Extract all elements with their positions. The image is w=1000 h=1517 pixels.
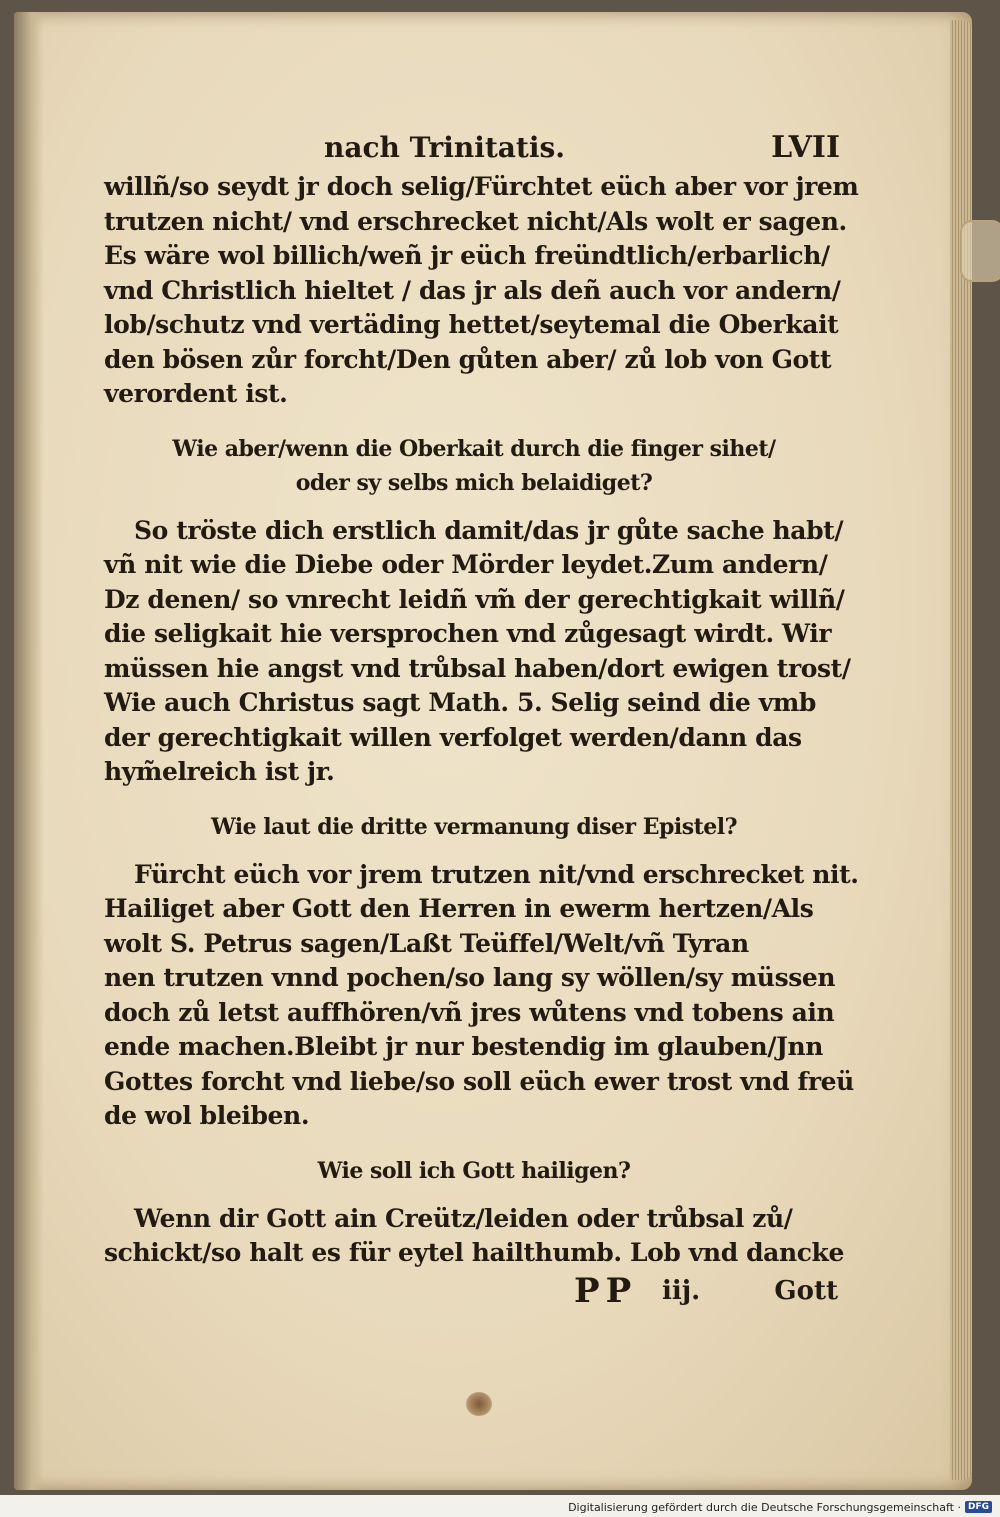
text-line: vnd Christlich hieltet / das jr als deñ auch vor andern/ <box>104 275 841 305</box>
text-line: Gottes forcht vnd liebe/so soll eüch ewer trost vnd freü <box>104 1066 854 1096</box>
text-line: Wie auch Christus sagt Math. 5. Selig seind die vmb <box>104 688 816 717</box>
text-line: den bösen zůr forcht/Den gůten aber/ zů lob von Gott <box>104 344 832 374</box>
question-line: Wie laut die dritte vermanung diser Epistel? <box>210 813 738 840</box>
text-line: Dz denen/ so vnrecht leidñ vm̃ der gerechtigkait willñ/ <box>104 584 845 614</box>
text-line: ende machen.Bleibt jr nur bestendig im glauben/Jnn <box>104 1032 824 1061</box>
paper-clip-tab <box>960 220 1000 282</box>
signature-line <box>104 1271 844 1311</box>
question-line: Wie aber/wenn die Oberkait durch die finger sihet/ <box>172 435 776 462</box>
question-heading-3 <box>104 1154 844 1188</box>
signature-mark: PP <box>574 1270 638 1311</box>
text-line: de wol bleiben. <box>104 1101 310 1130</box>
text-line: vñ nit wie die Diebe oder Mörder leydet.Zum andern/ <box>104 550 828 579</box>
catchword: Gott <box>774 1275 838 1306</box>
question-line: Wie soll ich Gott hailigen? <box>317 1157 631 1184</box>
book-page <box>14 12 972 1490</box>
paragraph-3 <box>104 858 859 1134</box>
question-heading-1 <box>104 432 844 500</box>
credit-text: Digitalisierung gefördert durch die Deutsche Forschungsgemeinschaft · <box>568 1500 961 1514</box>
question-heading-2 <box>104 810 844 844</box>
signature-number: iij. <box>662 1275 701 1306</box>
dfg-logo: DFG <box>965 1501 992 1513</box>
text-line: wolt S. Petrus sagen/Laßt Teüffel/Welt/vñ Tyran <box>104 928 749 958</box>
text-line: verordent ist. <box>104 379 288 408</box>
text-line: der gerechtigkait willen verfolget werden/dann das <box>104 722 802 752</box>
folio-number: LVII <box>771 130 840 165</box>
text-line: Fürcht eüch vor jrem trutzen nit/vnd erschrecket nit. <box>134 859 859 889</box>
text-line: müssen hie angst vnd trůbsal haben/dort ewigen trost/ <box>104 653 851 683</box>
digitization-credit <box>568 1499 992 1515</box>
text-line: die seligkait hie versprochen vnd zůgesagt wirdt. Wir <box>104 619 832 648</box>
page-text <box>104 126 859 1311</box>
book-gutter <box>14 12 44 1490</box>
text-line: lob/schutz vnd vertäding hettet/seytemal die Oberkait <box>104 310 839 339</box>
text-line: So tröste dich erstlich damit/das jr gůte sache habt/ <box>134 515 844 545</box>
text-line: Es wäre wol billich/weñ jr eüch freündtlich/erbarlich/ <box>104 241 830 270</box>
paragraph-4 <box>104 1202 844 1271</box>
text-line: nen trutzen vnnd pochen/so lang sy wöllen/sy müssen <box>104 963 836 992</box>
text-line: Hailiget aber Gott den Herren in ewerm hertzen/Als <box>104 894 814 923</box>
paragraph-2 <box>104 514 851 790</box>
text-line: Wenn dir Gott ain Creütz/leiden oder trůbsal zů/ <box>134 1203 793 1233</box>
question-line: oder sy selbs mich belaidiget? <box>295 469 653 496</box>
text-line: trutzen nicht/ vnd erschrecket nicht/Als wolt er sagen. <box>104 206 847 236</box>
text-line: hym̃elreich ist jr. <box>104 757 335 786</box>
running-header <box>104 126 844 170</box>
paragraph-1 <box>104 170 859 412</box>
running-title: nach Trinitatis. <box>324 131 565 164</box>
ink-stain <box>466 1392 492 1416</box>
text-line: willñ/so seydt jr doch selig/Fürchtet eüch aber vor jrem <box>104 172 859 201</box>
text-line: doch zů letst auffhören/vñ jres wůtens vnd tobens ain <box>104 997 835 1027</box>
text-line: schickt/so halt es für eytel hailthumb. Lob vnd dancke <box>104 1238 844 1267</box>
